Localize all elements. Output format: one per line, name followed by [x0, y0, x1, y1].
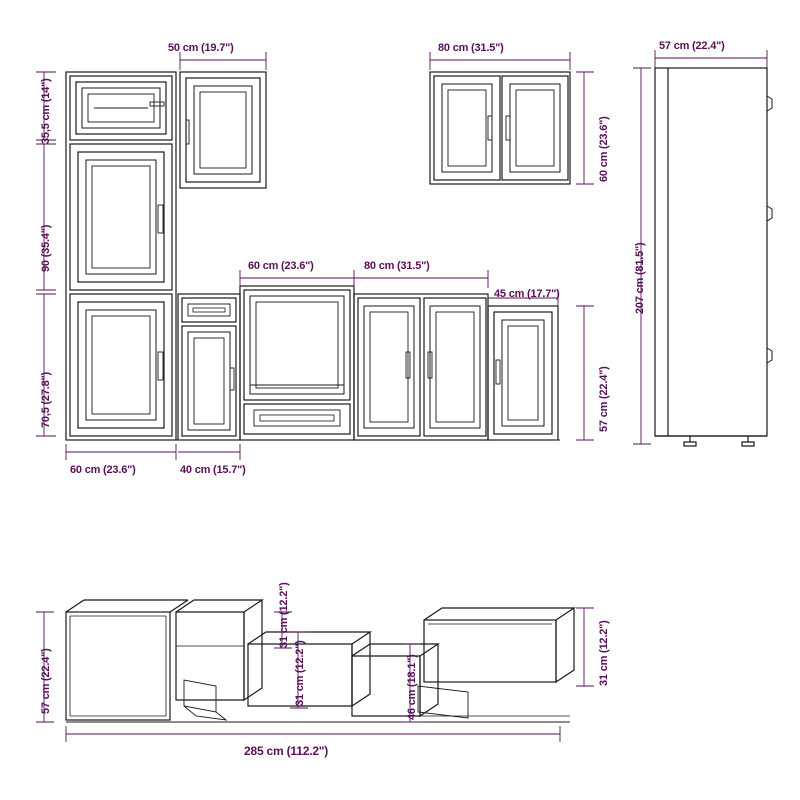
tall-cabinet-depth-label: 57 cm (22.4") — [659, 40, 725, 52]
base-height-label: 57 cm (22.4") — [598, 366, 610, 432]
double-base-width-label: 80 cm (31.5") — [364, 260, 430, 272]
upper-small-height-label: 35,5 cm (14") — [40, 78, 52, 144]
drawer-base-40 — [178, 294, 240, 440]
narrow-base-width-label: 45 cm (17.7") — [494, 288, 560, 300]
mid-cabinet-height-label: 90 (35.4") — [40, 224, 52, 272]
plan-height-31-label: 31 cm (12.2") — [294, 640, 306, 706]
wall-cabinet-80 — [430, 72, 570, 184]
total-width-label: 285 cm (112.2") — [244, 744, 329, 758]
bottom-perspective-group — [66, 600, 574, 722]
sink-base-width-label: 60 cm (23.6") — [248, 260, 314, 272]
wall-cabinet-50 — [180, 72, 266, 188]
plan-height-46-label: 46 cm (18.1") — [406, 654, 418, 720]
dimension-lines-top — [36, 50, 767, 460]
plan-depth-31-right-label: 31 cm (12.2") — [598, 620, 610, 686]
double-base-80 — [354, 294, 488, 440]
sink-base-60 — [240, 286, 354, 440]
tall-cabinet-207 — [655, 68, 772, 446]
wall-cabinet-50-width-label: 50 cm (19.7") — [168, 42, 234, 54]
narrow-base-45 — [488, 306, 558, 440]
plan-depth-31-left-label: 31 cm (12.2") — [278, 582, 290, 648]
plan-depth-57-label: 57 cm (22.4") — [40, 648, 52, 714]
drawer-base-width-label: 40 cm (15.7") — [180, 464, 246, 476]
left-tall-cabinet-column — [66, 72, 176, 440]
wall-cabinet-80-width-label: 80 cm (31.5") — [438, 42, 504, 54]
wall-cabinet-height-label: 60 cm (23.6") — [598, 116, 610, 182]
tall-cabinet-height-label: 207 cm (81.5") — [634, 242, 646, 314]
left-base-width-label: 60 cm (23.6") — [70, 464, 136, 476]
lower-cabinet-height-label: 70,5 (27.8") — [40, 371, 52, 428]
